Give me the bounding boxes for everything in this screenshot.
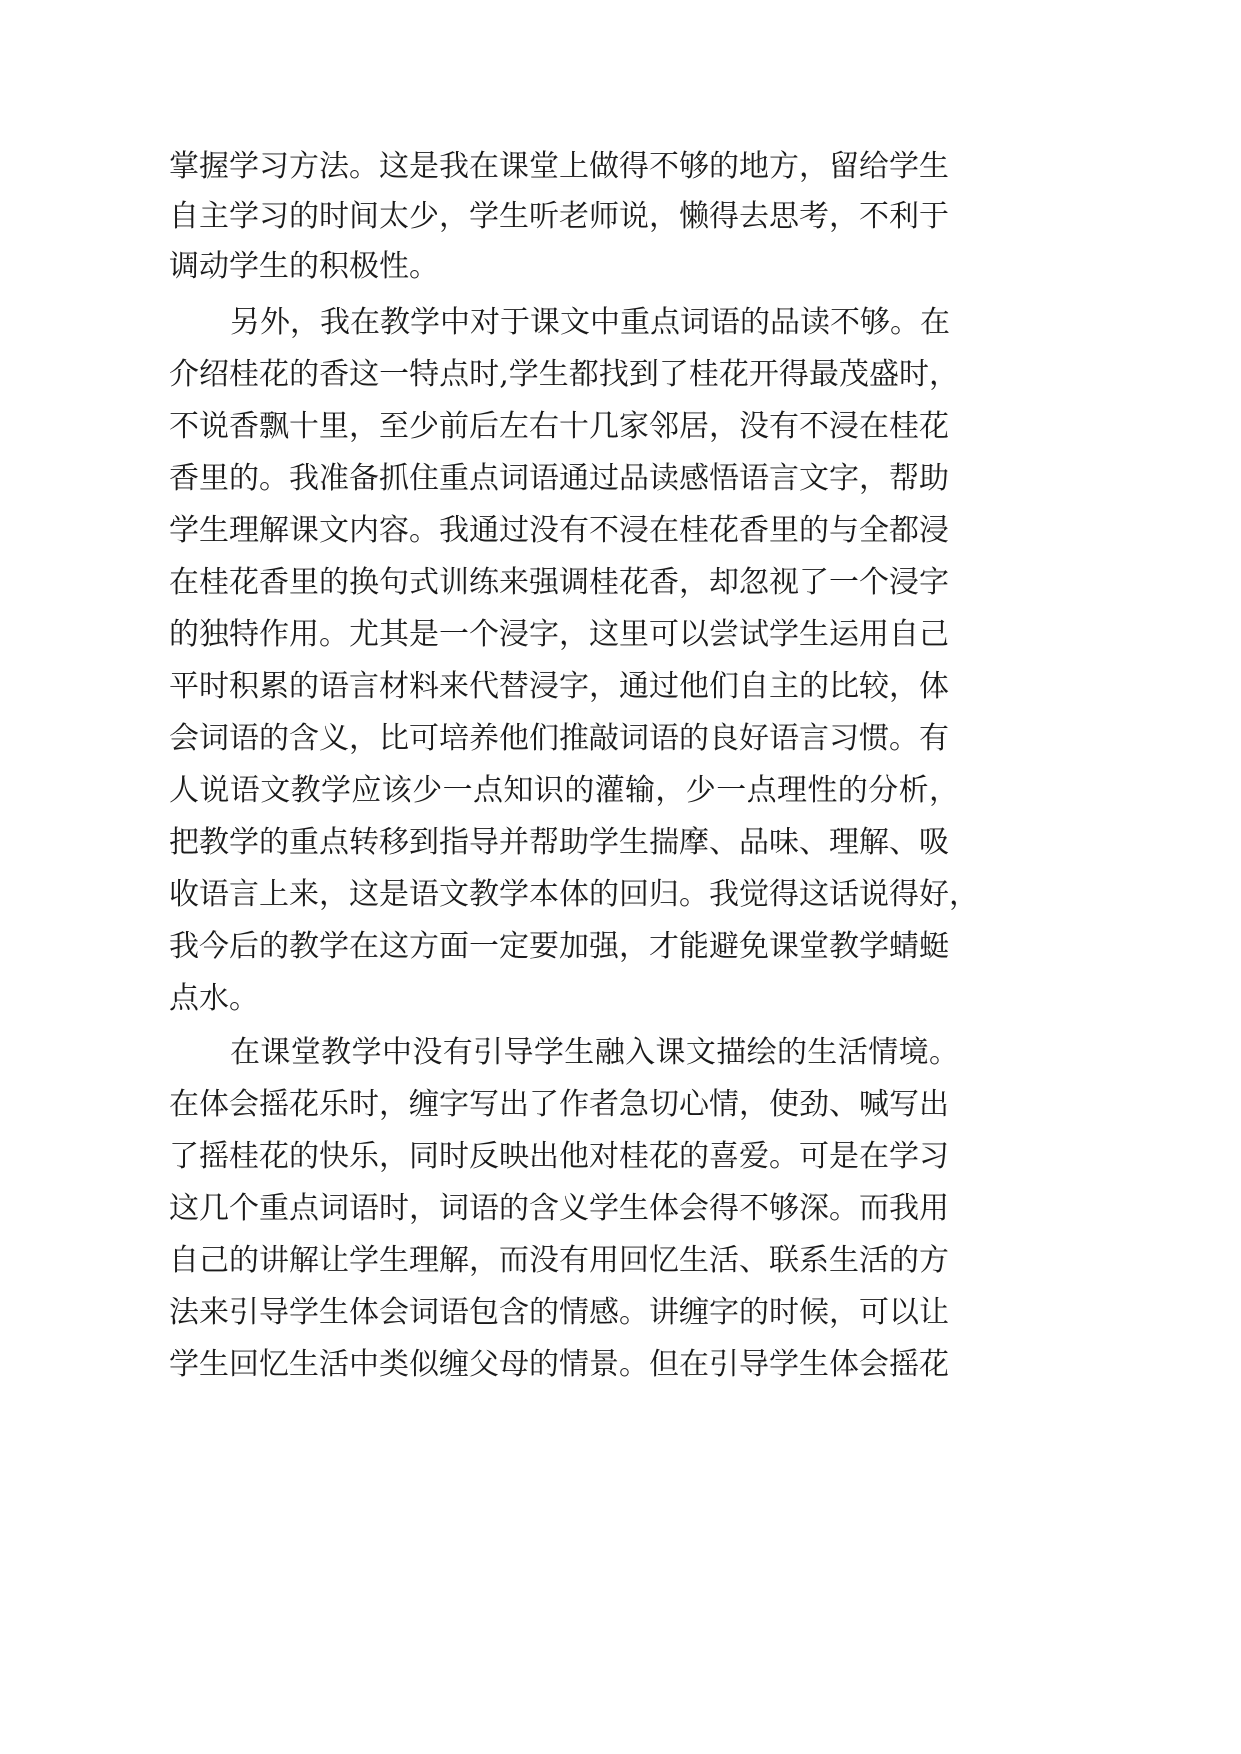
paragraph-2-line-2: 介绍桂花的香这一特点时,学生都找到了桂花开得最茂盛时， — [169, 357, 959, 392]
paragraph-3-line-1: 在课堂教学中没有引导学生融入课文描绘的生活情境。 — [230, 1035, 959, 1070]
paragraph-2-line-10: 人说语文教学应该少一点知识的灌输，少一点理性的分析， — [169, 773, 959, 808]
paragraph-2-line-1: 另外，我在教学中对于课文中重点词语的品读不够。在 — [230, 305, 950, 340]
paragraph-1-line-2: 自主学习的时间太少，学生听老师说，懒得去思考，不利于 — [169, 199, 949, 234]
paragraph-3-line-4: 这几个重点词语时，词语的含义学生体会得不够深。而我用 — [169, 1191, 949, 1226]
paragraph-1-line-1: 掌握学习方法。这是我在课堂上做得不够的地方，留给学生 — [169, 149, 949, 184]
paragraph-2-line-5: 学生理解课文内容。我通过没有不浸在桂花香里的与全都浸 — [169, 513, 949, 548]
paragraph-3-line-2: 在体会摇花乐时，缠字写出了作者急切心情，使劲、喊写出 — [169, 1087, 949, 1122]
paragraph-2-line-12: 收语言上来，这是语文教学本体的回归。我觉得这话说得好， — [169, 877, 979, 912]
paragraph-2-line-13: 我今后的教学在这方面一定要加强，才能避免课堂教学蜻蜓 — [169, 929, 949, 964]
paragraph-3-line-7: 学生回忆生活中类似缠父母的情景。但在引导学生体会摇花 — [169, 1347, 949, 1382]
paragraph-2-line-8: 平时积累的语言材料来代替浸字，通过他们自主的比较，体 — [169, 669, 949, 704]
paragraph-2-line-6: 在桂花香里的换句式训练来强调桂花香，却忽视了一个浸字 — [169, 565, 949, 600]
paragraph-2-line-4: 香里的。我准备抓住重点词语通过品读感悟语言文字，帮助 — [169, 461, 949, 496]
paragraph-2-line-11: 把教学的重点转移到指导并帮助学生揣摩、品味、理解、吸 — [169, 825, 949, 860]
paragraph-2-line-7: 的独特作用。尤其是一个浸字，这里可以尝试学生运用自己 — [169, 617, 949, 652]
paragraph-2-line-3: 不说香飘十里，至少前后左右十几家邻居，没有不浸在桂花 — [169, 409, 949, 444]
paragraph-1-line-3: 调动学生的积极性。 — [169, 249, 439, 284]
paragraph-3-line-3: 了摇桂花的快乐，同时反映出他对桂花的喜爱。可是在学习 — [169, 1139, 949, 1174]
paragraph-3-line-5: 自己的讲解让学生理解，而没有用回忆生活、联系生活的方 — [169, 1243, 949, 1278]
paragraph-3-line-6: 法来引导学生体会词语包含的情感。讲缠字的时候，可以让 — [169, 1295, 949, 1330]
paragraph-2-line-14: 点水。 — [169, 981, 259, 1016]
paragraph-2-line-9: 会词语的含义，比可培养他们推敲词语的良好语言习惯。有 — [169, 721, 949, 756]
